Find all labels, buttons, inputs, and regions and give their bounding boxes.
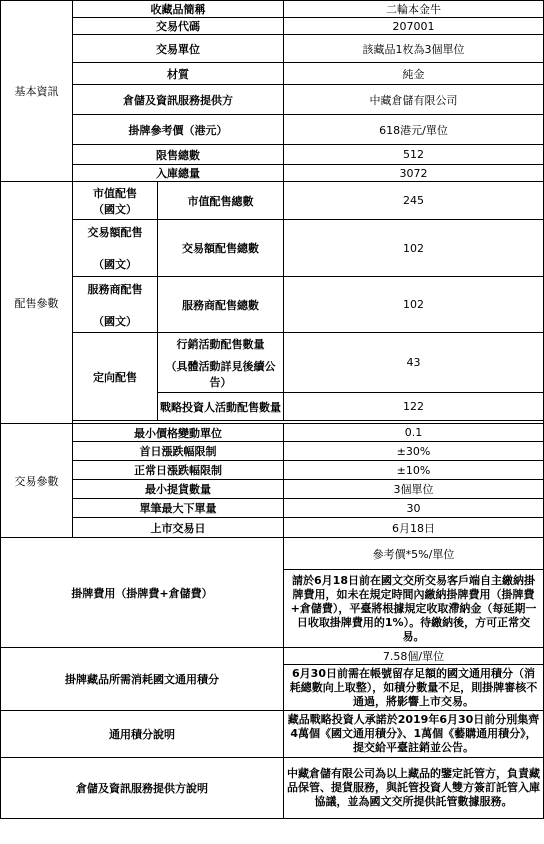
row-max-order (1, 499, 544, 518)
row-listing-fee-value (1, 538, 544, 570)
row-points-value (1, 648, 544, 665)
value-normal-day: ±10% (284, 461, 544, 480)
value-market-alloc: 245 (284, 182, 544, 220)
note-points: 6月30日前需在帳號留存足額的國文通用積分（消耗總數向上取整），如積分數量不足，則掛牌審核不通過，將影響上市交易。 (284, 665, 544, 711)
label-stock-total: 入庫總量 (73, 165, 284, 182)
row-service-alloc (1, 277, 544, 333)
row-stock-total (1, 165, 544, 182)
group-service-alloc (73, 277, 158, 333)
value-min-pickup: 3個單位 (284, 480, 544, 499)
row-normal-day (1, 461, 544, 480)
label-min-pickup: 最小提貨數量 (73, 480, 284, 499)
label-listing-fee: 掛牌費用（掛牌費+倉儲費） (1, 538, 284, 648)
label-provider-desc: 倉儲及資訊服務提供方說明 (1, 758, 284, 819)
label-service-alloc: 服務商配售總數 (158, 277, 284, 333)
value-unit: 該藏品1枚為3個單位 (284, 35, 544, 63)
value-name: 二輪本金牛 (284, 1, 544, 18)
value-code: 207001 (284, 18, 544, 35)
value-listing-fee: 參考價*5%/單位 (284, 538, 544, 570)
row-ref-price (1, 115, 544, 145)
value-max-order: 30 (284, 499, 544, 518)
label-max-order: 單筆最大下單量 (73, 499, 284, 518)
group-volume-line2: （國文） (93, 258, 137, 271)
value-service-alloc: 102 (284, 277, 544, 333)
label-normal-day: 正常日漲跌幅限制 (73, 461, 284, 480)
label-promo-line1: 行銷活動配售數量 (176, 337, 265, 351)
note-points-desc: 藏品戰略投資人承諾於2019年6月30日前分別集齊4萬個《國文通用積分》、1萬個《藝購通用積分》，提交給平臺註銷並公告。 (284, 711, 544, 758)
value-volume-alloc: 102 (284, 220, 544, 277)
label-strategic-alloc: 戰略投資人活動配售數量 (158, 393, 284, 421)
row-listing-date (1, 518, 544, 538)
group-market-line2: （國文） (93, 202, 137, 216)
row-limit-total (1, 145, 544, 165)
label-first-day: 首日漲跌幅限制 (73, 442, 284, 461)
value-limit-total: 512 (284, 145, 544, 165)
label-code: 交易代碼 (73, 18, 284, 35)
value-points: 7.58個/單位 (284, 648, 544, 665)
section-basic: 基本資訊 (1, 1, 73, 182)
label-market-alloc: 市值配售總數 (158, 182, 284, 220)
group-service-line2: （國文） (93, 314, 137, 328)
section-trading: 交易參數 (1, 424, 73, 538)
value-promo-alloc: 43 (284, 333, 544, 393)
value-strategic-alloc: 122 (284, 393, 544, 421)
value-stock-total: 3072 (284, 165, 544, 182)
row-code (1, 18, 544, 35)
label-points-desc: 通用積分說明 (1, 711, 284, 758)
value-first-day: ±30% (284, 442, 544, 461)
label-unit: 交易單位 (73, 35, 284, 63)
row-market-alloc (1, 182, 544, 220)
label-ref-price: 掛牌參考價（港元） (73, 115, 284, 145)
note-listing-fee: 請於6月18日前在國文交所交易客戶端自主繳納掛牌費用，如未在規定時間內繳納掛牌費用（掛牌費+倉儲費），平臺將根據規定收取滯納金（每延期一日收取掛牌費用的1%）。待繳納後，方可正常交易。 (284, 570, 544, 648)
row-material (1, 63, 544, 85)
section-allocation: 配售參數 (1, 182, 73, 424)
row-min-pickup (1, 480, 544, 499)
label-volume-alloc: 交易額配售總數 (158, 220, 284, 277)
group-service-line1: 服務商配售 (87, 282, 143, 296)
value-provider: 中藏倉儲有限公司 (284, 85, 544, 115)
label-promo-line2: （具體活動詳見後續公告） (165, 359, 276, 389)
value-ref-price: 618港元/單位 (284, 115, 544, 145)
value-material: 純金 (284, 63, 544, 85)
group-volume-line1: 交易額配售 (87, 226, 143, 239)
row-first-day (1, 442, 544, 461)
row-provider-desc (1, 758, 544, 819)
value-tick: 0.1 (284, 424, 544, 442)
row-points-desc (1, 711, 544, 758)
group-directed-alloc: 定向配售 (73, 333, 158, 421)
label-points: 掛牌藏品所需消耗國文通用積分 (1, 648, 284, 711)
label-limit-total: 限售總數 (73, 145, 284, 165)
row-volume-alloc (1, 220, 544, 277)
row-provider (1, 85, 544, 115)
label-provider: 倉儲及資訊服務提供方 (73, 85, 284, 115)
group-market-alloc (73, 182, 158, 220)
group-market-line1: 市值配售 (93, 186, 137, 200)
label-tick: 最小價格變動單位 (73, 424, 284, 442)
note-provider-desc: 中藏倉儲有限公司為以上藏品的鑒定託管方，負責藏品保管、提貨服務，與託管投資人雙方簽訂託管入庫協議，並為國文交所提供託管數據服務。 (284, 758, 544, 819)
label-promo-alloc (158, 333, 284, 393)
group-volume-alloc (73, 220, 158, 277)
value-listing-date: 6月18日 (284, 518, 544, 538)
label-name: 收藏品簡稱 (73, 1, 284, 18)
row-tick (1, 424, 544, 442)
row-promo-alloc (1, 333, 544, 393)
label-material: 材質 (73, 63, 284, 85)
row-unit (1, 35, 544, 63)
label-listing-date: 上市交易日 (73, 518, 284, 538)
row-name (1, 1, 544, 18)
